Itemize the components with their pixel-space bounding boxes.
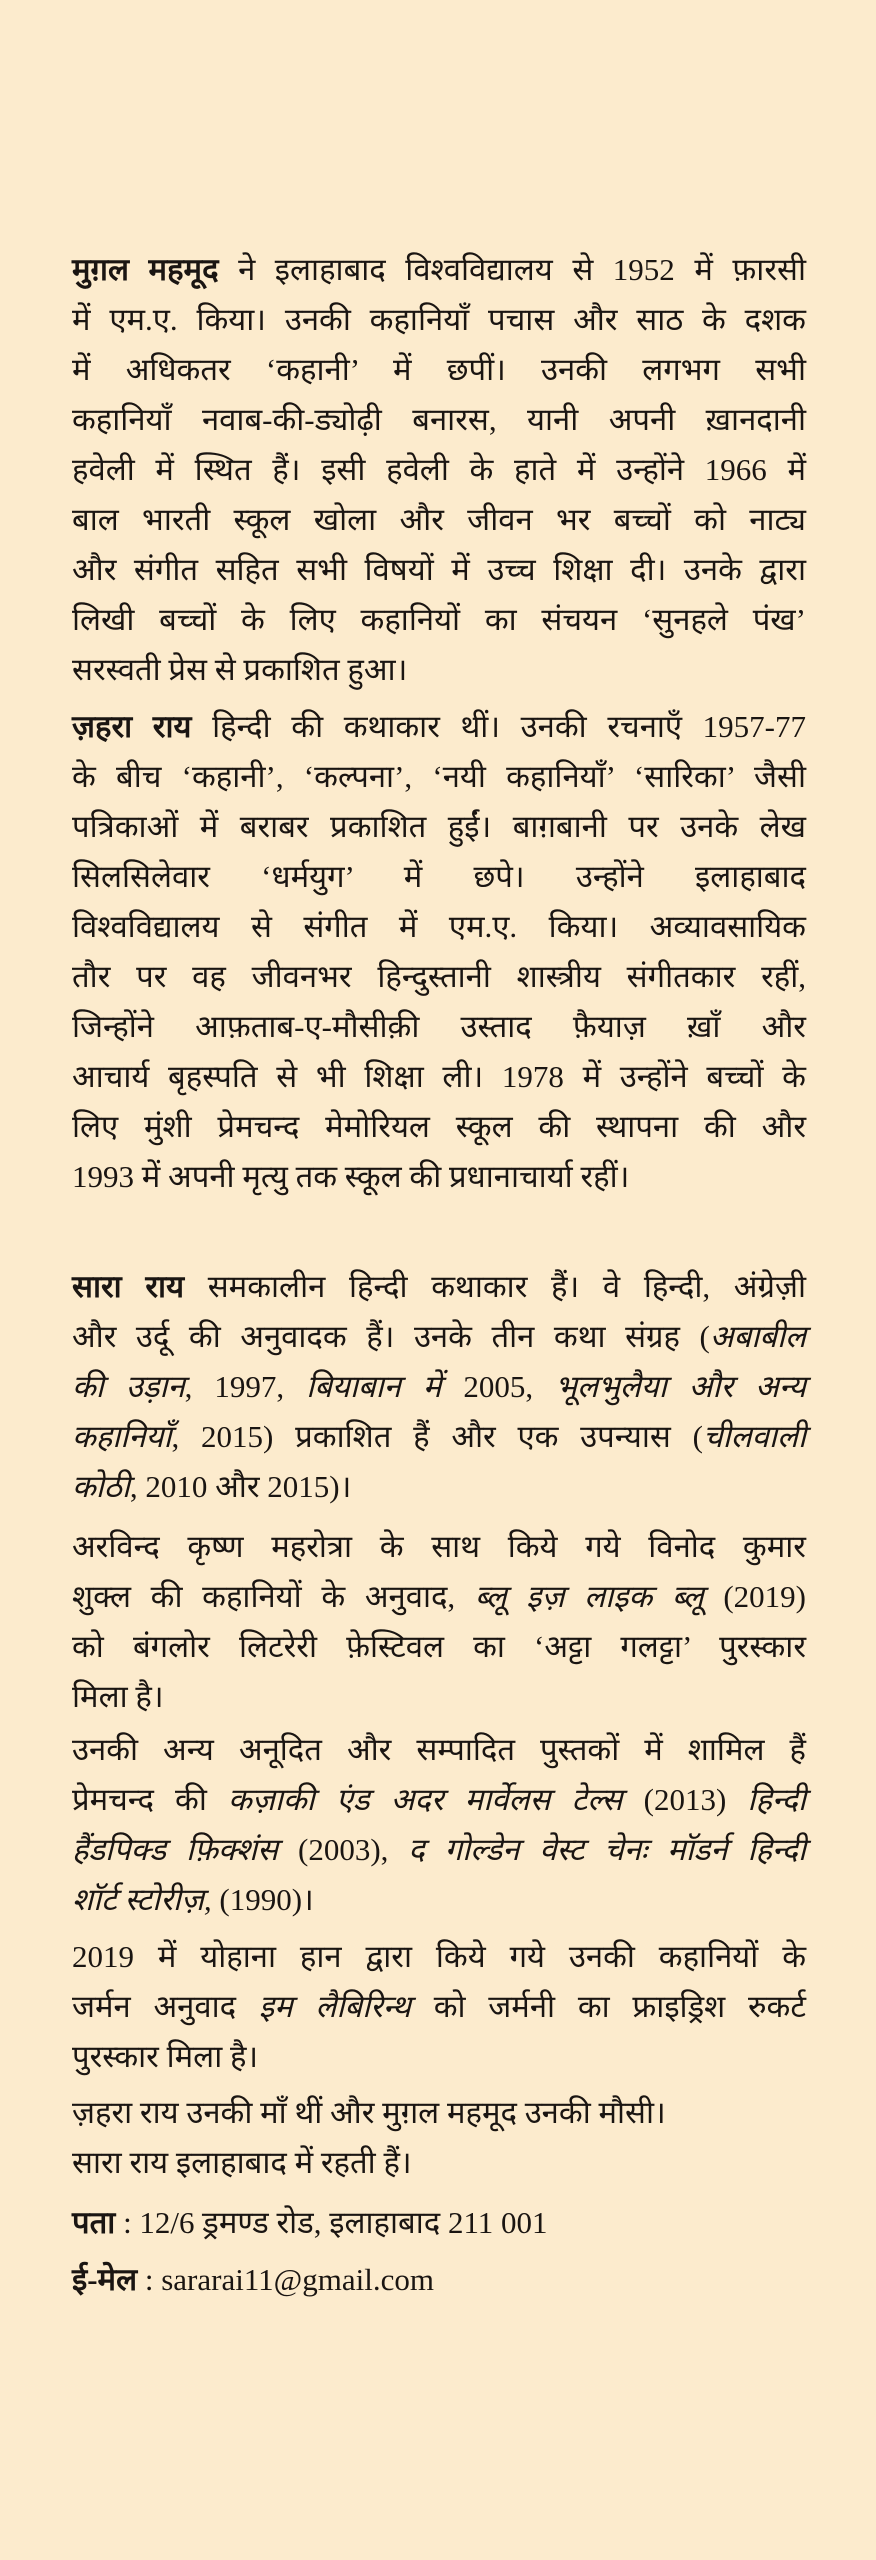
address bbox=[72, 2198, 806, 2248]
text-line bbox=[72, 395, 806, 445]
bold-label: ज़हरा राय bbox=[72, 709, 192, 744]
text-line bbox=[72, 1412, 806, 1462]
text-line bbox=[72, 1725, 806, 1775]
bold-label: पता bbox=[72, 2205, 116, 2240]
text-line bbox=[72, 1002, 806, 1052]
text-line bbox=[72, 702, 806, 752]
text-line bbox=[72, 295, 806, 345]
text-segment: सरस्वती प्रेस से प्रकाशित हुआ। bbox=[72, 652, 408, 687]
text-segment: बाल भारती स्कूल खोला और जीवन भर बच्चों को नाट्य bbox=[72, 502, 806, 537]
text-line bbox=[72, 2088, 806, 2138]
text-line bbox=[72, 2255, 806, 2305]
text-line bbox=[72, 545, 806, 595]
italic-title: चीलवाली bbox=[702, 1419, 806, 1454]
text-segment: ने इलाहाबाद विश्वविद्यालय से 1952 में फ़ारसी bbox=[218, 252, 806, 287]
text-line bbox=[72, 952, 806, 1002]
text-line bbox=[72, 445, 806, 495]
text-segment: (2003), bbox=[278, 1832, 409, 1867]
text-segment: को जर्मनी का फ्राइड्रिश रुकर्ट bbox=[410, 1989, 806, 2024]
other-books bbox=[72, 1725, 806, 1925]
italic-title: कज़ाकी एंड अदर मार्वेलस टेल्स bbox=[228, 1782, 623, 1817]
text-segment: में अधिकतर ‘कहानी’ में छपीं। उनकी लगभग सभी bbox=[72, 352, 806, 387]
text-segment: 2005, bbox=[441, 1369, 556, 1404]
italic-title: अबाबील bbox=[709, 1319, 806, 1354]
italic-title: कोठी bbox=[72, 1469, 130, 1504]
text-segment: लिए मुंशी प्रेमचन्द मेमोरियल स्कूल की स्थापना की और bbox=[72, 1109, 806, 1144]
bio-zehra-rai bbox=[72, 702, 806, 1202]
text-segment: (2013) bbox=[622, 1782, 748, 1817]
italic-title: हैंडपिक्ड फ़िक्शंस bbox=[72, 1832, 279, 1867]
text-segment: हवेली में स्थित हैं। इसी हवेली के हाते में उन्होंने 1966 में bbox=[72, 452, 806, 487]
text-line bbox=[72, 495, 806, 545]
text-line bbox=[72, 802, 806, 852]
text-line bbox=[72, 902, 806, 952]
text-segment: अरविन्द कृष्ण महरोत्रा के साथ किये गये विनोद कुमार bbox=[72, 1529, 806, 1564]
text-line bbox=[72, 1622, 806, 1672]
italic-title: भूलभुलैया और अन्य bbox=[555, 1369, 806, 1404]
bio-mughal-mahmood bbox=[72, 245, 806, 695]
italic-title: हिन्दी bbox=[747, 1782, 806, 1817]
text-line bbox=[72, 2032, 806, 2082]
text-line bbox=[72, 2138, 806, 2188]
text-line bbox=[72, 1982, 806, 2032]
text-line bbox=[72, 1825, 806, 1875]
text-segment: पुरस्कार मिला है। bbox=[72, 2039, 259, 2074]
text-line bbox=[72, 1522, 806, 1572]
email bbox=[72, 2255, 806, 2305]
text-segment: समकालीन हिन्दी कथाकार हैं। वे हिन्दी, अंग्रेज़ी bbox=[184, 1269, 806, 1304]
text-segment: : sararai11@gmail.com bbox=[137, 2262, 434, 2297]
italic-title: कहानियाँ bbox=[72, 1419, 172, 1454]
text-segment: विश्वविद्यालय से संगीत में एम.ए. किया। अव्यावसायिक bbox=[72, 909, 806, 944]
text-segment: और संगीत सहित सभी विषयों में उच्च शिक्षा दी। उनके द्वारा bbox=[72, 552, 806, 587]
text-segment: ज़हरा राय उनकी माँ थीं और मुग़ल महमूद उनकी मौसी। bbox=[72, 2095, 666, 2130]
bold-label: सारा राय bbox=[72, 1269, 185, 1304]
text-segment: पत्रिकाओं में बराबर प्रकाशित हुईं। बाग़बानी पर उनके लेख bbox=[72, 809, 806, 844]
text-line bbox=[72, 2198, 806, 2248]
family-note bbox=[72, 2088, 806, 2138]
italic-title: द गोल्डेन वेस्ट चेनः मॉडर्न हिन्दी bbox=[408, 1832, 806, 1867]
translation-award bbox=[72, 1522, 806, 1722]
text-line bbox=[72, 1572, 806, 1622]
italic-title: ब्लू इज़ लाइक ब्लू bbox=[474, 1579, 704, 1614]
text-segment: प्रेमचन्द की bbox=[72, 1782, 229, 1817]
text-segment: तौर पर वह जीवनभर हिन्दुस्तानी शास्त्रीय संगीतकार रहीं, bbox=[72, 959, 806, 994]
text-segment: लिखी बच्चों के लिए कहानियों का संचयन ‘सुनहले पंख’ bbox=[72, 602, 806, 637]
text-segment: आचार्य बृहस्पति से भी शिक्षा ली। 1978 में उन्होंने बच्चों के bbox=[72, 1059, 806, 1094]
bold-label: मुग़ल महमूद bbox=[72, 252, 219, 287]
text-line bbox=[72, 1775, 806, 1825]
text-line bbox=[72, 752, 806, 802]
text-segment: के बीच ‘कहानी’, ‘कल्पना’, ‘नयी कहानियाँ’ ‘सारिका’ जैसी bbox=[72, 759, 806, 794]
italic-title: शॉर्ट स्टोरीज़, bbox=[72, 1882, 212, 1917]
text-line bbox=[72, 345, 806, 395]
bio-sara-rai bbox=[72, 1262, 806, 1512]
text-segment: : 12/6 ड्रमण्ड रोड, इलाहाबाद 211 001 bbox=[115, 2205, 548, 2240]
text-line bbox=[72, 1052, 806, 1102]
text-line bbox=[72, 245, 806, 295]
residence-note bbox=[72, 2138, 806, 2188]
text-segment: जिन्होंने आफ़ताब-ए-मौसीक़ी उस्ताद फ़ैयाज़ ख़ाँ और bbox=[72, 1009, 806, 1044]
text-line bbox=[72, 852, 806, 902]
text-segment: 2019 में योहाना हान द्वारा किये गये उनकी कहानियों के bbox=[72, 1939, 806, 1974]
text-segment: सारा राय इलाहाबाद में रहती हैं। bbox=[72, 2145, 412, 2180]
text-segment: , 2010 और 2015)। bbox=[129, 1469, 352, 1504]
text-line bbox=[72, 645, 806, 695]
text-line bbox=[72, 1932, 806, 1982]
text-line bbox=[72, 1462, 806, 1512]
text-segment: हिन्दी की कथाकार थीं। उनकी रचनाएँ 1957-77 bbox=[191, 709, 807, 744]
text-segment: में एम.ए. किया। उनकी कहानियाँ पचास और साठ के दशक bbox=[72, 302, 806, 337]
text-segment: उनकी अन्य अनूदित और सम्पादित पुस्तकों में शामिल हैं bbox=[72, 1732, 806, 1767]
text-segment: और उर्दू की अनुवादक हैं। उनके तीन कथा संग्रह ( bbox=[72, 1319, 710, 1354]
text-segment: (1990)। bbox=[211, 1882, 314, 1917]
text-line bbox=[72, 1362, 806, 1412]
italic-title: बियाबान में bbox=[306, 1369, 442, 1404]
text-line bbox=[72, 1875, 806, 1925]
text-line bbox=[72, 1152, 806, 1202]
german-translation bbox=[72, 1932, 806, 2082]
bold-label: ई-मेल bbox=[72, 2262, 138, 2297]
text-segment: कहानियाँ नवाब-की-ड्योढ़ी बनारस, यानी अपनी ख़ानदानी bbox=[72, 402, 806, 437]
text-segment: जर्मन अनुवाद bbox=[72, 1989, 259, 2024]
italic-title: इम लैबिरिन्थ bbox=[258, 1989, 411, 2024]
text-segment: शुक्ल की कहानियों के अनुवाद, bbox=[72, 1579, 475, 1614]
text-segment: सिलसिलेवार ‘धर्मयुग’ में छपे। उन्होंने इलाहाबाद bbox=[72, 859, 806, 894]
text-line bbox=[72, 595, 806, 645]
text-line bbox=[72, 1262, 806, 1312]
text-line bbox=[72, 1672, 806, 1722]
text-segment: को बंगलोर लिटरेरी फ़ेस्टिवल का ‘अट्टा गलट्टा’ पुरस्कार bbox=[72, 1629, 806, 1664]
text-line bbox=[72, 1102, 806, 1152]
text-segment: 1993 में अपनी मृत्यु तक स्कूल की प्रधानाचार्या रहीं। bbox=[72, 1159, 630, 1194]
text-segment: , 2015) प्रकाशित हैं और एक उपन्यास ( bbox=[171, 1419, 703, 1454]
text-segment: , 1997, bbox=[184, 1369, 307, 1404]
text-segment: मिला है। bbox=[72, 1679, 164, 1714]
text-line bbox=[72, 1312, 806, 1362]
text-segment: (2019) bbox=[703, 1579, 806, 1614]
italic-title: की उड़ान bbox=[72, 1369, 185, 1404]
